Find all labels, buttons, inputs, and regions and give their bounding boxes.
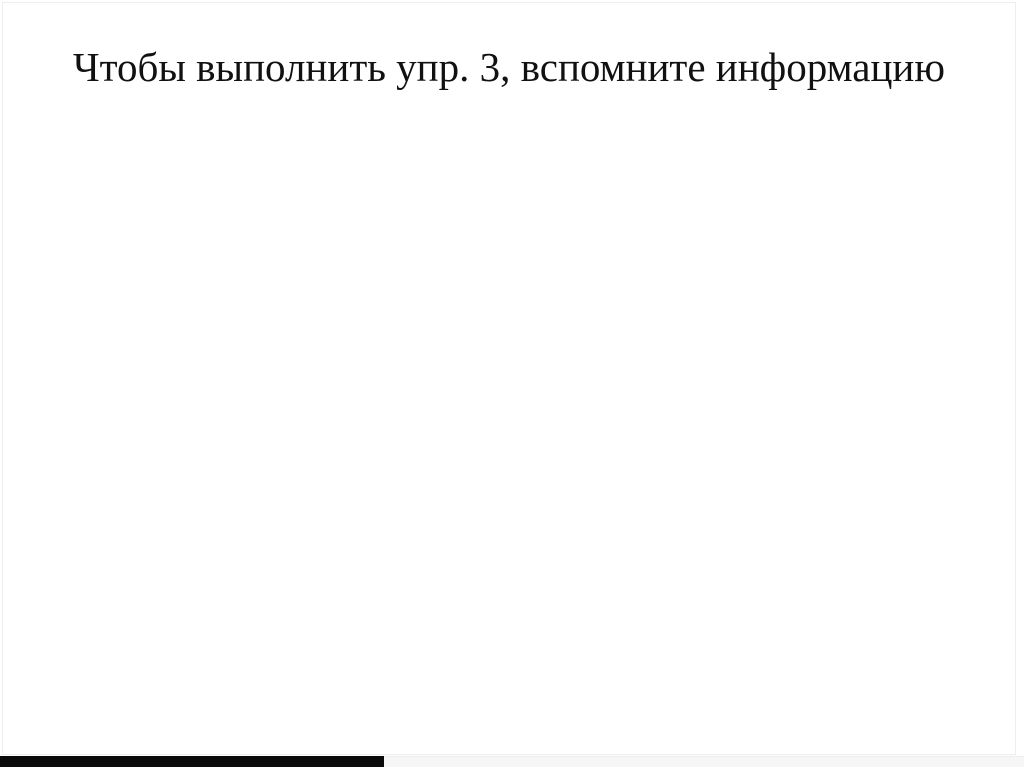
progress-track xyxy=(0,756,1024,767)
slide-title: Чтобы выполнить упр. 3, вспомните информацию xyxy=(72,44,945,90)
progress-bar[interactable] xyxy=(0,756,384,767)
slide xyxy=(2,2,1016,755)
